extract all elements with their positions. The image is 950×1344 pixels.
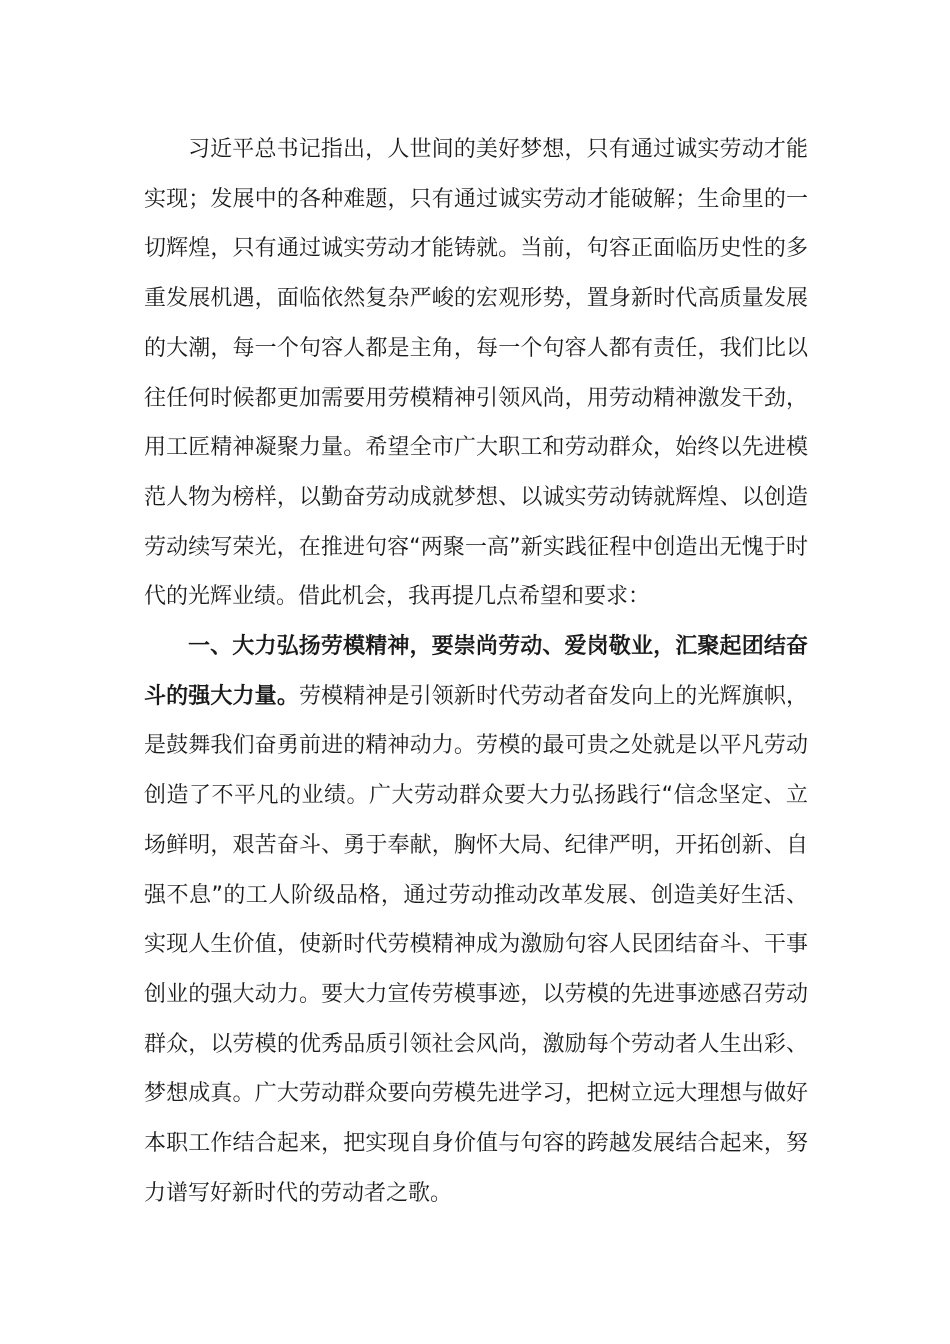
section-one-text: 劳模精神是引领新时代劳动者奋发向上的光辉旗帜，是鼓舞我们奋勇前进的精神动力。劳模的最可贵之处就是以平凡劳动创造了不平凡的业绩。广大劳动群众要大力弘扬践行“信念坚定、立场鲜明，艰苦奋斗、勇于奉献，胸怀大局、纪律严明，开拓创新、自强不息”的工人阶级品格，通过劳动推动改革发展、创造美好生活、实现人生价值，使新时代劳模精神成为激励句容人民团结奋斗、干事创业的强大动力。要大力宣传劳模事迹，以劳模的先进事迹感召劳动群众，以劳模的优秀品质引领社会风尚，激励每个劳动者人生出彩、梦想成真。广大劳动群众要向劳模先进学习，把树立远大理想与做好本职工作结合起来，把实现自身价值与句容的跨越发展结合起来，努力谱写好新时代的劳动者之歌。: [144, 683, 808, 1206]
document-body: [144, 125, 808, 1218]
section-one-heading: 一、大力弘扬劳模精神，要崇尚劳动、爱岗敬业，汇聚起团结奋斗的强大力量。: [144, 634, 808, 709]
paragraph-intro: [144, 125, 808, 622]
paragraph-intro-text: 习近平总书记指出，人世间的美好梦想，只有通过诚实劳动才能实现；发展中的各种难题，只有通过诚实劳动才能破解；生命里的一切辉煌，只有通过诚实劳动才能铸就。当前，句容正面临历史性的多重发展机遇，面临依然复杂严峻的宏观形势，置身新时代高质量发展的大潮，每一个句容人都是主角，每一个句容人都有责任，我们比以往任何时候都更加需要用劳模精神引领风尚，用劳动精神激发干劲，用工匠精神凝聚力量。希望全市广大职工和劳动群众，始终以先进模范人物为榜样，以勤奋劳动成就梦想、以诚实劳动铸就辉煌、以创造劳动续写荣光，在推进句容“两聚一高”新实践征程中创造出无愧于时代的光辉业绩。借此机会，我再提几点希望和要求：: [144, 137, 808, 610]
paragraph-section-one: [144, 622, 808, 1218]
